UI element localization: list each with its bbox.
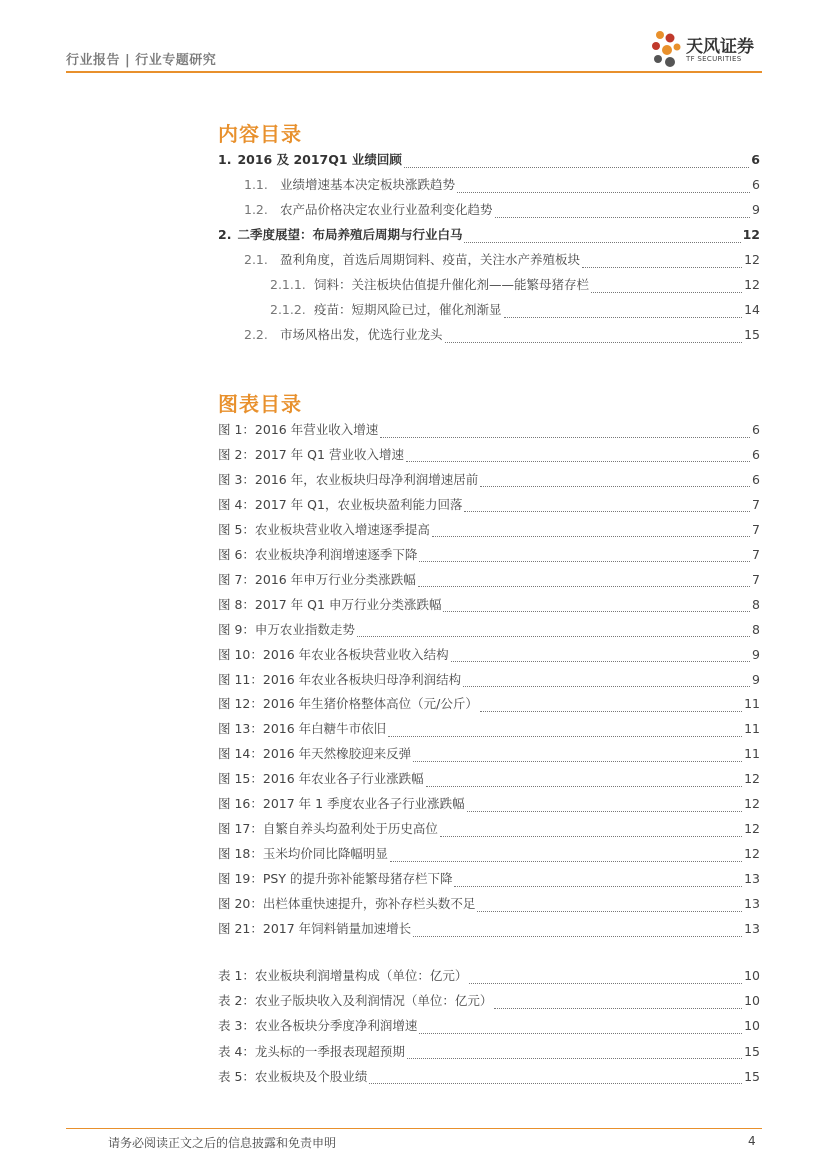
- footer-divider: [66, 1128, 762, 1129]
- entry-label: 图 16：2017 年 1 季度农业各子行业涨跌幅: [218, 796, 465, 812]
- page-number: 4: [748, 1134, 756, 1148]
- figures-title: 图表目录: [218, 392, 302, 416]
- dot-leader: [404, 157, 749, 168]
- toc-entry[interactable]: [218, 275, 760, 295]
- dot-leader: [454, 876, 742, 887]
- dot-leader: [494, 998, 742, 1009]
- entry-label: 图 20：出栏体重快速提升，弥补存栏头数不足: [218, 896, 476, 912]
- entry-page: 15: [744, 1043, 760, 1059]
- dot-leader: [443, 601, 750, 612]
- entry-label: 疫苗：短期风险已过，催化剂渐显: [314, 302, 502, 317]
- entry-label: 图 13：2016 年白糖牛市依旧: [218, 721, 387, 737]
- entry-number: 2.2.: [244, 327, 268, 342]
- toc-entry[interactable]: [218, 300, 760, 320]
- toc-entry[interactable]: [218, 966, 760, 986]
- toc-entry[interactable]: [218, 620, 760, 640]
- toc-entry[interactable]: [218, 819, 760, 839]
- entry-label: 图 6：农业板块净利润增速逐季下降: [218, 546, 418, 562]
- dot-leader: [582, 257, 742, 268]
- entry-label: 表 5：农业板块及个股业绩: [218, 1068, 368, 1084]
- entry-page: 13: [744, 921, 760, 936]
- toc-entry[interactable]: [218, 1016, 760, 1036]
- entry-page: 10: [744, 968, 760, 983]
- entry-page: 9: [752, 646, 760, 662]
- entry-page: 10: [744, 993, 760, 1009]
- entry-page: 8: [752, 621, 760, 637]
- toc-entry[interactable]: [218, 545, 760, 565]
- entry-label: 盈利角度，首选后周期饲料、疫苗，关注水产养殖板块: [280, 252, 581, 267]
- contents-title: 内容目录: [218, 122, 302, 146]
- dot-leader: [457, 182, 750, 193]
- toc-entry[interactable]: [218, 445, 760, 465]
- entry-page: 14: [744, 302, 760, 317]
- entry-number: 2.1.: [244, 252, 268, 267]
- entry-number: 2.1.2.: [270, 302, 306, 317]
- dot-leader: [418, 576, 750, 587]
- toc-entry[interactable]: [218, 719, 760, 739]
- entry-label: 图 11：2016 年农业各板块归母净利润结构: [218, 671, 462, 687]
- entry-page: 12: [744, 771, 760, 787]
- entry-label: 图 8：2017 年 Q1 申万行业分类涨跌幅: [218, 596, 442, 612]
- entry-page: 11: [744, 696, 760, 712]
- entry-number: 2.1.1.: [270, 277, 306, 292]
- dot-leader: [440, 826, 742, 837]
- entry-label: 图 5：农业板块营业收入增速逐季提高: [218, 521, 430, 537]
- logo-chinese-name: 天风证券: [686, 37, 754, 57]
- entry-label: 图 2：2017 年 Q1 营业收入增速: [218, 446, 404, 462]
- entry-number: 1.1.: [244, 177, 268, 192]
- entry-label: 图 10：2016 年农业各板块营业收入结构: [218, 646, 449, 662]
- toc-entry[interactable]: [218, 570, 760, 590]
- toc-entry[interactable]: [218, 1067, 760, 1087]
- company-logo: [650, 28, 770, 72]
- entry-label: 图 14：2016 年天然橡胶迎来反弹: [218, 746, 412, 762]
- entry-label: 图 7：2016 年申万行业分类涨跌幅: [218, 571, 416, 587]
- entry-label: 表 4：龙头标的一季报表现超预期: [218, 1043, 405, 1059]
- toc-entry[interactable]: [218, 670, 760, 690]
- toc-entry[interactable]: [218, 250, 760, 270]
- entry-page: 12: [744, 252, 760, 267]
- entry-page: 6: [752, 446, 760, 462]
- toc-entry[interactable]: [218, 175, 760, 195]
- toc-entry[interactable]: [218, 520, 760, 540]
- entry-label: 表 1：农业板块利润增量构成（单位：亿元）: [218, 968, 468, 983]
- toc-entry[interactable]: [218, 645, 760, 665]
- entry-page: 13: [744, 871, 760, 887]
- toc-entry[interactable]: [218, 200, 760, 220]
- entry-page: 9: [752, 202, 760, 217]
- entry-page: 7: [752, 496, 760, 512]
- entry-page: 6: [752, 177, 760, 192]
- entry-number: 1.: [218, 152, 232, 167]
- entry-page: 15: [744, 1068, 760, 1084]
- toc-entry[interactable]: [218, 325, 760, 345]
- entry-label: 2016 及 2017Q1 业绩回顾: [237, 152, 402, 167]
- entry-page: 11: [744, 746, 760, 762]
- entry-label: 图 1：2016 年营业收入增速: [218, 422, 379, 437]
- entry-page: 7: [752, 571, 760, 587]
- entry-label: 表 3：农业各板块分季度净利润增速: [218, 1018, 418, 1034]
- entry-label: 图 17：自繁自养头均盈利处于历史高位: [218, 821, 438, 837]
- entry-page: 11: [744, 721, 760, 737]
- dot-leader: [413, 751, 742, 762]
- toc-entry[interactable]: [218, 744, 760, 764]
- dot-leader: [407, 1048, 742, 1059]
- entry-label: 业绩增速基本决定板块涨跌趋势: [280, 177, 456, 192]
- entry-page: 6: [752, 422, 760, 437]
- dot-leader: [432, 526, 750, 537]
- entry-label: 图 9：申万农业指数走势: [218, 621, 355, 637]
- toc-entry[interactable]: [218, 1042, 760, 1062]
- entry-label: 表 2：农业子版块收入及利润情况（单位：亿元）: [218, 993, 493, 1009]
- entry-page: 10: [744, 1018, 760, 1034]
- toc-entry[interactable]: [218, 694, 760, 714]
- toc-entry[interactable]: [218, 844, 760, 864]
- dot-leader: [413, 926, 742, 937]
- dot-leader: [380, 427, 750, 438]
- entry-label: 农产品价格决定农业行业盈利变化趋势: [280, 202, 493, 217]
- entry-page: 12: [744, 846, 760, 862]
- toc-entry[interactable]: [218, 919, 760, 939]
- dot-leader: [504, 307, 743, 318]
- entry-page: 12: [744, 821, 760, 837]
- entry-label: 图 4：2017 年 Q1，农业板块盈利能力回落: [218, 496, 463, 512]
- dot-leader: [591, 282, 742, 293]
- entry-label: 二季度展望：布局养殖后周期与行业白马: [237, 227, 463, 242]
- entry-page: 9: [752, 671, 760, 687]
- entry-page: 7: [752, 521, 760, 537]
- entry-page: 13: [744, 896, 760, 912]
- dot-leader: [369, 1073, 742, 1084]
- dot-leader: [419, 1023, 742, 1034]
- dot-leader: [464, 232, 740, 243]
- entry-page: 7: [752, 546, 760, 562]
- entry-number: 2.: [218, 227, 232, 242]
- dot-leader: [480, 476, 750, 487]
- entry-page: 12: [744, 796, 760, 812]
- entry-page: 6: [751, 152, 760, 167]
- dot-leader: [463, 676, 750, 687]
- dot-leader: [388, 726, 742, 737]
- dot-leader: [495, 207, 751, 218]
- dot-leader: [390, 851, 742, 862]
- entry-page: 12: [742, 227, 760, 242]
- report-category: 行业报告 | 行业专题研究: [66, 53, 217, 68]
- entry-page: 12: [744, 277, 760, 292]
- dot-leader: [477, 901, 742, 912]
- entry-label: 图 21：2017 年饲料销量加速增长: [218, 921, 412, 936]
- entry-number: 1.2.: [244, 202, 268, 217]
- toc-entry[interactable]: [218, 794, 760, 814]
- entry-page: 15: [744, 327, 760, 342]
- toc-entry[interactable]: [218, 470, 760, 490]
- toc-entry[interactable]: [218, 150, 760, 170]
- dot-leader: [467, 801, 743, 812]
- entry-label: 图 12：2016 年生猪价格整体高位（元/公斤）: [218, 696, 478, 712]
- toc-entry[interactable]: [218, 894, 760, 914]
- toc-entry[interactable]: [218, 495, 760, 515]
- toc-entry[interactable]: [218, 991, 760, 1011]
- entry-label: 图 15：2016 年农业各子行业涨跌幅: [218, 771, 424, 787]
- dot-leader: [357, 626, 750, 637]
- dot-leader: [451, 651, 750, 662]
- toc-entry[interactable]: [218, 595, 760, 615]
- entry-page: 8: [752, 596, 760, 612]
- dot-leader: [406, 451, 750, 462]
- flower-logo-icon: [650, 28, 684, 72]
- entry-page: 6: [752, 471, 760, 487]
- entry-label: 饲料：关注板块估值提升催化剂——能繁母猪存栏: [314, 277, 590, 292]
- dot-leader: [469, 973, 742, 984]
- toc-entry[interactable]: [218, 769, 760, 789]
- dot-leader: [445, 332, 743, 343]
- toc-entry[interactable]: [218, 420, 760, 440]
- toc-entry[interactable]: [218, 869, 760, 889]
- entry-label: 图 3：2016 年，农业板块归母净利润增速居前: [218, 471, 479, 487]
- dot-leader: [480, 701, 742, 712]
- dot-leader: [464, 501, 750, 512]
- logo-english-name: TF SECURITIES: [686, 55, 742, 63]
- dot-leader: [426, 776, 742, 787]
- entry-label: 市场风格出发，优选行业龙头: [280, 327, 443, 342]
- entry-label: 图 18：玉米均价同比降幅明显: [218, 846, 388, 862]
- footer-disclaimer: 请务必阅读正文之后的信息披露和免责申明: [108, 1136, 337, 1150]
- dot-leader: [419, 551, 750, 562]
- toc-entry[interactable]: [218, 225, 760, 245]
- entry-label: 图 19：PSY 的提升弥补能繁母猪存栏下降: [218, 871, 453, 887]
